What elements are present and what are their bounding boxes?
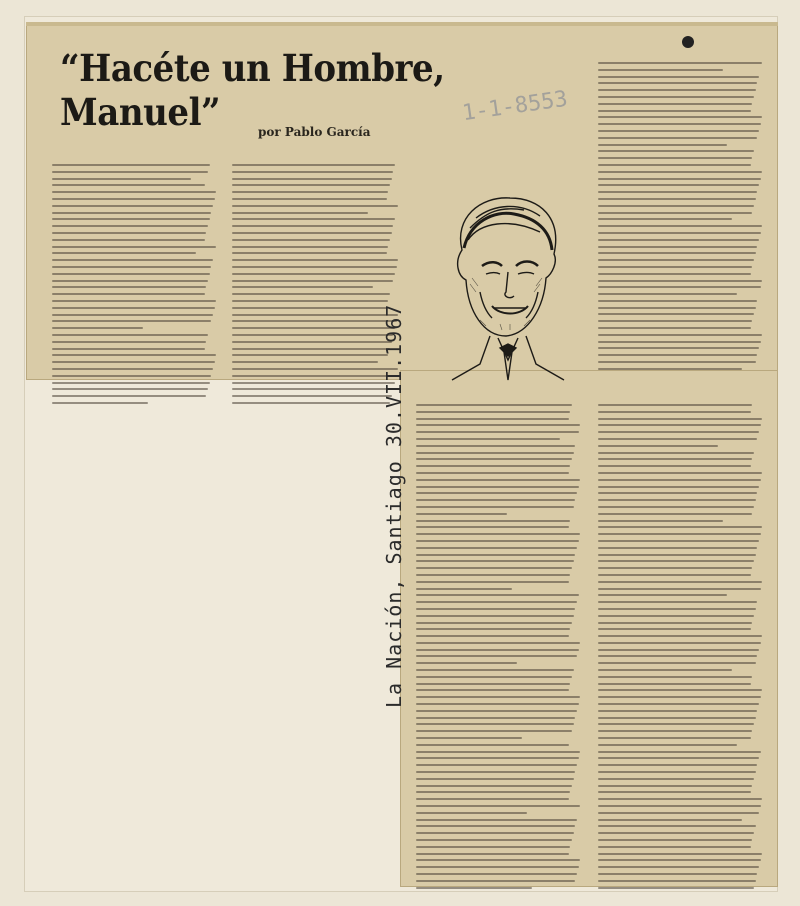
text-line [416, 832, 574, 834]
text-line [232, 280, 393, 282]
text-line [598, 286, 761, 288]
text-line [598, 554, 756, 556]
text-line [416, 438, 560, 440]
text-line [598, 404, 752, 406]
text-line [598, 479, 761, 481]
text-line [598, 246, 757, 248]
text-line [416, 635, 569, 637]
text-line [232, 300, 388, 302]
text-line [598, 320, 752, 322]
text-line [232, 239, 390, 241]
text-line [598, 839, 752, 841]
text-line [598, 418, 762, 420]
text-line [598, 513, 752, 515]
text-line [52, 334, 208, 336]
text-line [52, 286, 206, 288]
text-line [598, 696, 761, 698]
text-line [416, 622, 572, 624]
text-line [598, 533, 761, 535]
text-line [598, 764, 757, 766]
text-line [416, 825, 575, 827]
text-line [52, 314, 213, 316]
text-line [598, 615, 754, 617]
text-line [416, 615, 574, 617]
text-line [598, 218, 732, 220]
text-line [52, 382, 210, 384]
text-line [598, 273, 751, 275]
text-line [416, 866, 579, 868]
text-line [232, 395, 392, 397]
text-line [52, 293, 205, 295]
text-line [598, 703, 759, 705]
text-line [416, 465, 570, 467]
text-line [598, 130, 759, 132]
text-line [232, 307, 387, 309]
text-line [598, 683, 751, 685]
text-line [598, 424, 761, 426]
text-line [232, 212, 368, 214]
text-line [598, 540, 759, 542]
text-line [598, 594, 727, 596]
text-line [416, 812, 527, 814]
text-line [598, 76, 759, 78]
text-line [232, 232, 392, 234]
text-line [416, 880, 575, 882]
text-line [416, 771, 575, 773]
text-line [232, 171, 393, 173]
article-column-5 [598, 404, 764, 893]
text-line [598, 300, 757, 302]
text-line [598, 445, 718, 447]
text-line [598, 526, 762, 528]
text-line [416, 839, 572, 841]
text-line [598, 458, 752, 460]
text-line [598, 313, 754, 315]
text-line [598, 635, 762, 637]
text-line [52, 273, 210, 275]
article-column-2 [232, 164, 400, 409]
text-line [598, 266, 752, 268]
text-line [598, 588, 761, 590]
text-line [416, 683, 570, 685]
text-line [598, 116, 762, 118]
text-line [598, 157, 752, 159]
text-line [416, 533, 580, 535]
text-line [232, 314, 398, 316]
text-line [416, 506, 574, 508]
text-line [598, 431, 759, 433]
text-line [52, 361, 215, 363]
text-line [232, 184, 390, 186]
text-line [416, 751, 580, 753]
text-line [416, 458, 572, 460]
text-line [232, 259, 398, 261]
text-line [232, 402, 390, 404]
text-line [598, 778, 754, 780]
text-line [598, 499, 756, 501]
text-line [598, 368, 742, 370]
text-line [598, 710, 757, 712]
text-line [598, 608, 756, 610]
text-line [416, 445, 575, 447]
text-line [232, 368, 398, 370]
text-line [232, 218, 395, 220]
text-line [232, 293, 390, 295]
text-line [598, 110, 751, 112]
text-line [598, 805, 761, 807]
text-line [232, 334, 393, 336]
text-line [416, 492, 577, 494]
text-line [416, 588, 512, 590]
text-line [416, 689, 569, 691]
text-line [52, 225, 208, 227]
text-line [598, 791, 751, 793]
text-line [598, 689, 762, 691]
text-line [598, 642, 761, 644]
text-line [598, 327, 751, 329]
text-line [598, 137, 757, 139]
text-line [52, 198, 215, 200]
text-line [52, 327, 143, 329]
text-line [416, 404, 572, 406]
text-line [416, 567, 572, 569]
text-line [598, 825, 756, 827]
text-line [598, 859, 761, 861]
text-line [232, 164, 395, 166]
text-line [598, 465, 751, 467]
text-line [52, 259, 213, 261]
article-column-3 [598, 62, 764, 375]
text-line [416, 540, 579, 542]
text-line [598, 655, 757, 657]
text-line [52, 164, 210, 166]
text-line [598, 873, 757, 875]
article-byline: por Pablo García [258, 125, 371, 139]
binder-dot-icon [682, 36, 694, 48]
text-line [598, 486, 759, 488]
text-line [416, 717, 575, 719]
text-line [598, 880, 756, 882]
text-line [416, 628, 570, 630]
text-line [52, 354, 216, 356]
text-line [52, 171, 208, 173]
text-line [416, 696, 580, 698]
text-line [598, 581, 762, 583]
text-line [416, 669, 574, 671]
text-line [598, 567, 752, 569]
text-line [598, 628, 751, 630]
text-line [416, 431, 579, 433]
text-line [416, 526, 569, 528]
text-line [598, 492, 757, 494]
text-line [52, 178, 191, 180]
text-line [416, 764, 577, 766]
text-line [598, 560, 754, 562]
text-line [416, 655, 577, 657]
text-line [598, 334, 762, 336]
text-line [598, 252, 756, 254]
text-line [598, 819, 742, 821]
text-line [232, 273, 395, 275]
text-line [416, 662, 517, 664]
text-line [416, 472, 569, 474]
text-line [416, 744, 569, 746]
text-line [598, 361, 756, 363]
text-line [598, 751, 761, 753]
text-line [598, 730, 752, 732]
text-line [598, 649, 759, 651]
archive-pencil-mark: 1-1-8553 [460, 86, 570, 127]
text-line [598, 293, 737, 295]
text-line [232, 348, 390, 350]
text-line [598, 812, 759, 814]
text-line [232, 225, 393, 227]
text-line [416, 853, 569, 855]
text-line [598, 341, 761, 343]
text-line [416, 846, 570, 848]
text-line [416, 798, 569, 800]
text-line [598, 757, 759, 759]
text-line [598, 144, 727, 146]
text-line [416, 791, 570, 793]
text-line [598, 123, 761, 125]
text-line [232, 382, 395, 384]
text-line [52, 375, 211, 377]
article-column-4 [416, 404, 582, 893]
text-line [598, 62, 762, 64]
text-line [232, 341, 392, 343]
text-line [598, 225, 762, 227]
text-line [232, 252, 387, 254]
text-line [598, 239, 759, 241]
text-line [232, 320, 397, 322]
handwritten-date-note: La Nación, Santiago 30.VII.1967 [382, 303, 406, 708]
text-line [232, 266, 397, 268]
text-line [598, 846, 751, 848]
article-column-1 [52, 164, 218, 409]
text-line [52, 395, 206, 397]
text-line [598, 669, 732, 671]
text-line [598, 853, 762, 855]
text-line [598, 676, 752, 678]
text-line [598, 744, 737, 746]
text-line [416, 411, 570, 413]
text-line [598, 347, 759, 349]
text-line [598, 232, 761, 234]
text-line [598, 198, 756, 200]
text-line [52, 252, 196, 254]
text-line [416, 649, 579, 651]
text-line [52, 218, 210, 220]
text-line [416, 785, 572, 787]
text-line [416, 594, 579, 596]
text-line [416, 805, 580, 807]
text-line [598, 866, 759, 868]
text-line [598, 184, 759, 186]
text-line [416, 723, 574, 725]
text-line [232, 205, 398, 207]
text-line [52, 348, 205, 350]
text-line [52, 239, 205, 241]
text-line [232, 354, 388, 356]
text-line [416, 859, 580, 861]
text-line [598, 150, 754, 152]
clipping-edge [26, 22, 778, 26]
text-line [598, 307, 756, 309]
text-line [416, 581, 569, 583]
text-line [598, 601, 757, 603]
text-line [598, 164, 751, 166]
text-line [52, 300, 216, 302]
text-line [598, 354, 757, 356]
text-line [416, 513, 507, 515]
text-line [52, 402, 148, 404]
text-line [416, 737, 522, 739]
text-line [232, 327, 395, 329]
text-line [416, 554, 575, 556]
text-line [416, 452, 574, 454]
text-line [416, 676, 572, 678]
text-line [598, 547, 757, 549]
text-line [232, 375, 397, 377]
text-line [598, 411, 751, 413]
text-line [598, 280, 762, 282]
text-line [52, 368, 213, 370]
text-line [232, 246, 388, 248]
text-line [416, 757, 579, 759]
text-line [598, 771, 756, 773]
text-line [598, 96, 754, 98]
text-line [232, 388, 393, 390]
text-line [52, 246, 216, 248]
text-line [598, 574, 751, 576]
text-line [598, 887, 754, 889]
text-line [598, 212, 752, 214]
text-line [598, 89, 756, 91]
text-line [598, 622, 752, 624]
text-line [52, 388, 208, 390]
text-line [416, 424, 580, 426]
text-line [52, 266, 211, 268]
text-line [52, 205, 213, 207]
text-line [232, 178, 392, 180]
text-line [598, 103, 752, 105]
text-line [416, 499, 575, 501]
text-line [416, 520, 570, 522]
text-line [598, 191, 757, 193]
text-line [416, 887, 532, 889]
text-line [416, 418, 569, 420]
text-line [416, 703, 579, 705]
text-line [598, 438, 757, 440]
text-line [52, 191, 216, 193]
text-line [232, 198, 387, 200]
text-line [416, 601, 577, 603]
text-line [416, 560, 574, 562]
portrait-illustration-icon [440, 188, 572, 398]
text-line [416, 574, 570, 576]
text-line [598, 171, 762, 173]
text-line [416, 642, 580, 644]
text-line [52, 212, 211, 214]
text-line [598, 82, 757, 84]
text-line [598, 785, 752, 787]
text-line [416, 730, 572, 732]
text-line [598, 259, 754, 261]
text-line [52, 232, 206, 234]
text-line [598, 662, 756, 664]
text-line [598, 832, 754, 834]
text-line [598, 520, 723, 522]
text-line [598, 506, 754, 508]
text-line [52, 307, 215, 309]
text-line [52, 280, 208, 282]
article-headline: “Hacéte un Hombre, Manuel” [60, 46, 445, 134]
text-line [416, 547, 577, 549]
text-line [598, 737, 751, 739]
text-line [416, 778, 574, 780]
text-line [598, 205, 754, 207]
text-line [232, 191, 388, 193]
text-line [416, 819, 577, 821]
text-line [416, 873, 577, 875]
text-line [52, 341, 206, 343]
text-line [232, 286, 373, 288]
text-line [416, 710, 577, 712]
text-line [232, 361, 378, 363]
text-line [416, 608, 575, 610]
text-line [598, 69, 723, 71]
text-line [598, 472, 762, 474]
text-line [598, 178, 761, 180]
text-line [52, 320, 211, 322]
text-line [598, 723, 754, 725]
text-line [416, 486, 579, 488]
text-line [52, 184, 205, 186]
text-line [416, 479, 580, 481]
text-line [598, 452, 754, 454]
text-line [598, 717, 756, 719]
text-line [598, 798, 762, 800]
